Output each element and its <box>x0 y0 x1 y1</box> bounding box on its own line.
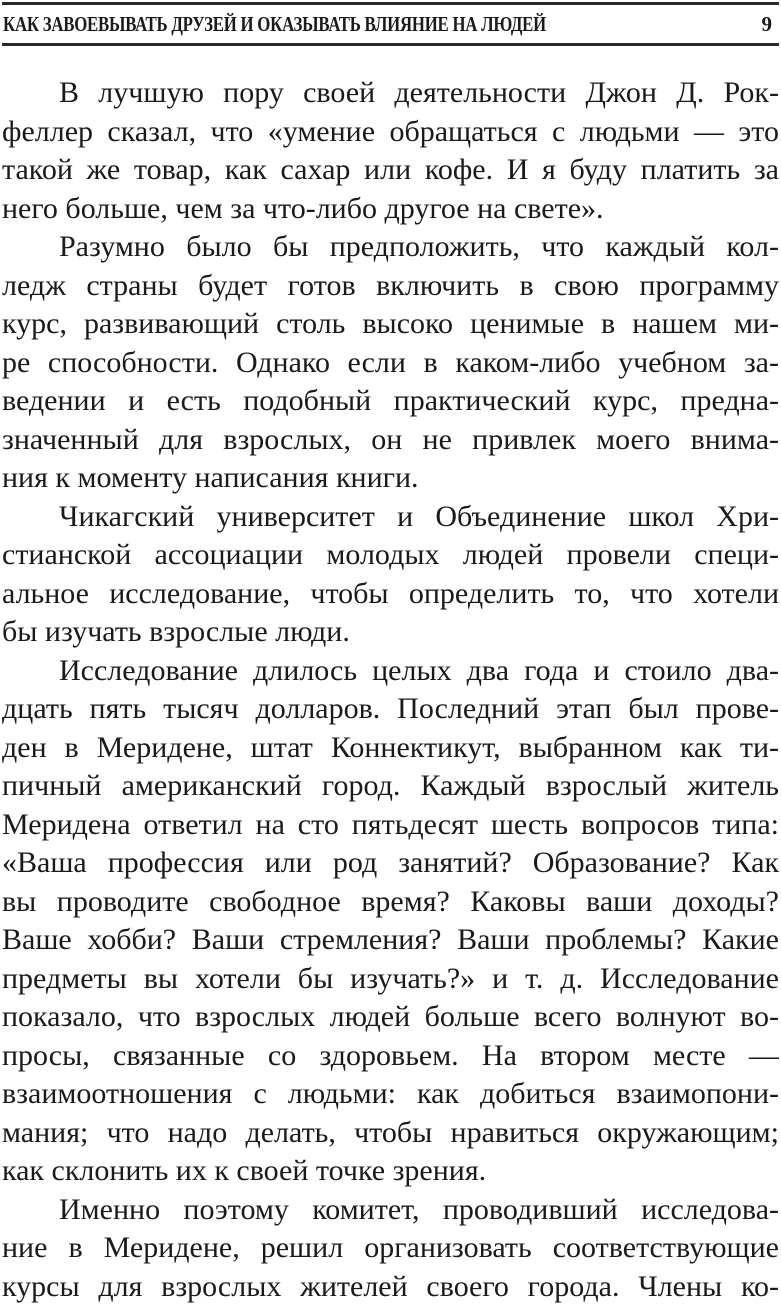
text-line: курсы для взрослых жителей своего города. Члены ко- <box>2 1269 779 1303</box>
text-line: такой же товар, как сахар или кофе. И я буду платить за <box>2 153 779 186</box>
text-line: ние в Меридене, решил организовать соответствующие <box>2 1231 779 1264</box>
text-line: Чикагский университет и Объединение школ Хри- <box>59 499 779 533</box>
text-line: дцать пять тысяч долларов. Последний этап был прове- <box>2 692 779 725</box>
text-line: ре способности. Однако если в каком-либо учебном за- <box>2 345 779 379</box>
text-line: него больше, чем за что-либо другое на свете». <box>2 191 604 225</box>
body-text <box>2 74 779 1306</box>
text-line: как склонить их к своей точке зрения. <box>2 1154 487 1187</box>
text-line: просы, связанные со здоровьем. На втором месте — <box>2 1038 779 1072</box>
text-line: взаимоотношения с людьми: как добиться взаимопони- <box>2 1077 779 1110</box>
text-line: В лучшую пору своей деятельности Джон Д. Рок- <box>59 76 779 109</box>
text-line: курс, развивающий столь высоко ценимые в нашем ми- <box>2 307 779 340</box>
text-line: стианской ассоциации молодых людей провели специ- <box>2 538 779 571</box>
text-line: вы проводите свободное время? Каковы ваши доходы? <box>2 884 779 918</box>
text-line: Исследование длилось целых два года и стоило два- <box>59 653 779 687</box>
text-line: показало, что взрослых людей больше всего волнуют во- <box>2 1000 779 1033</box>
text-line: феллер сказал, что «умение обращаться с людьми — это <box>2 114 779 148</box>
text-line: «Ваша профессия или род занятий? Образование? Как <box>2 846 779 879</box>
text-line: Именно поэтому комитет, проводивший исследова- <box>59 1192 779 1226</box>
header-top-rule <box>2 2 779 5</box>
text-line: предметы вы хотели бы изучать?» и т. д. Исследование <box>2 961 779 995</box>
text-line: Ваше хобби? Ваши стремления? Ваши проблемы? Какие <box>2 923 779 956</box>
text-line: ден в Меридене, штат Коннектикут, выбранном как ти- <box>2 730 779 764</box>
text-line: пичный американский город. Каждый взрослый житель <box>2 769 779 802</box>
page-number: 9 <box>761 12 772 36</box>
text-line: ледж страны будет готов включить в свою программу <box>2 268 779 302</box>
running-header-title: КАК ЗАВОЕВЫВАТЬ ДРУЗЕЙ И ОКАЗЫВАТЬ ВЛИЯНИЕ НА ЛЮДЕЙ <box>3 12 546 36</box>
text-line: ния к моменту написания книги. <box>2 461 419 494</box>
text-line: мания; что надо делать, чтобы нравиться окружающим; <box>2 1115 779 1149</box>
text-line: значенный для взрослых, он не привлек моего внима- <box>2 422 779 456</box>
header-bottom-rule <box>2 43 779 46</box>
text-line: Разумно было бы предположить, что каждый кол- <box>59 230 779 263</box>
text-line: альное исследование, чтобы определить то, что хотели <box>2 576 779 610</box>
text-line: ведении и есть подобный практический курс, предна- <box>2 384 779 417</box>
text-line: бы изучать взрослые люди. <box>2 615 350 648</box>
text-line: Меридена ответил на сто пятьдесят шесть вопросов типа: <box>2 807 779 841</box>
